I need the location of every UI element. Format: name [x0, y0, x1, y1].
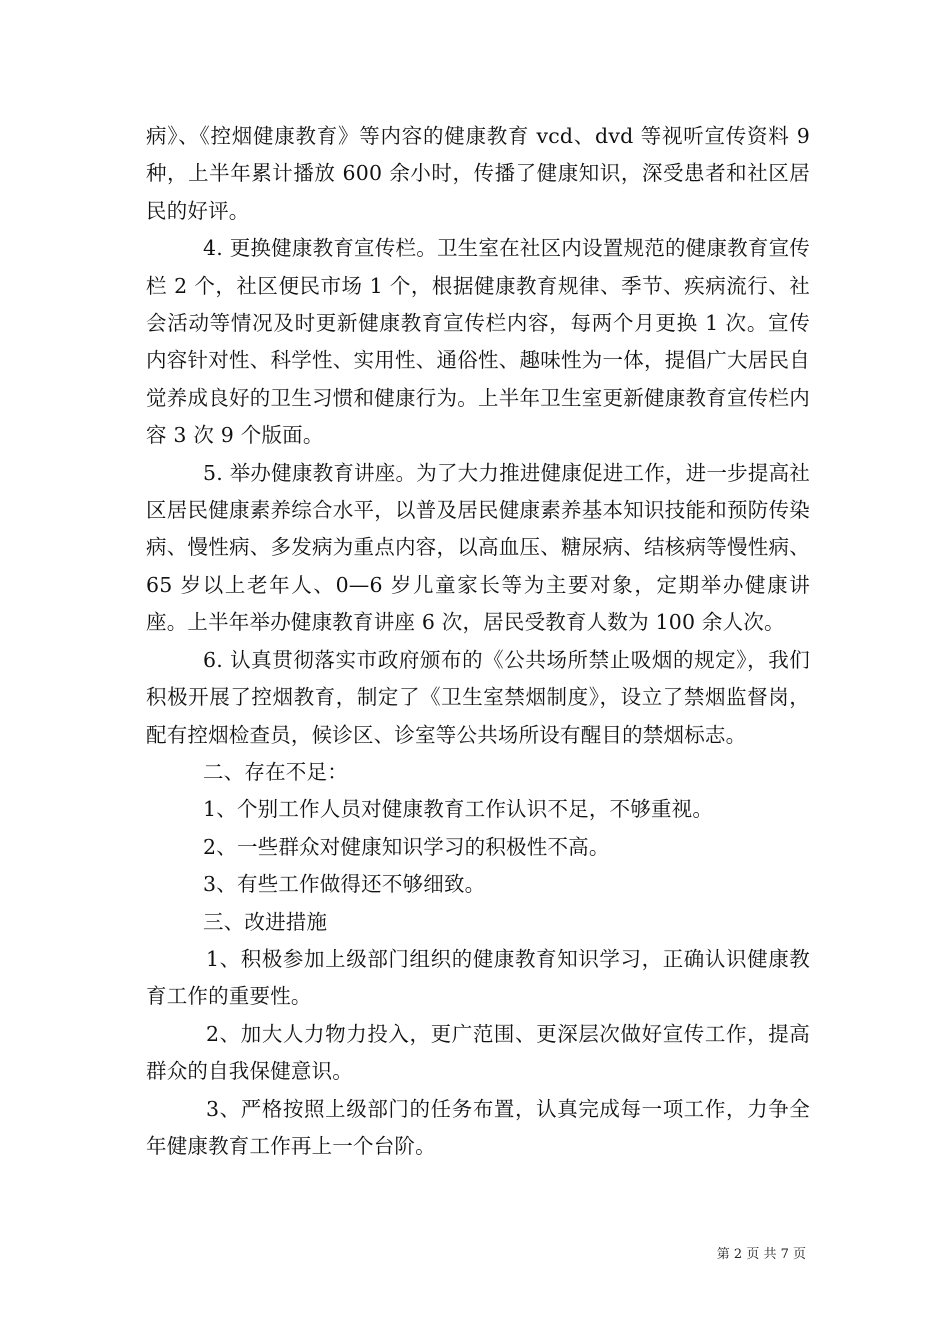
page-number-footer: 第 2 页 共 7 页	[716, 1247, 806, 1262]
section-heading-improvements: 三、改进措施	[203, 909, 328, 934]
shortcoming-item-3: 3、有些工作做得还不够细致。	[203, 872, 486, 897]
paragraph-item-4: 4. 更换健康教育宣传栏。卫生室在社区内设置规范的健康教育宣传栏 2 个，社区便民市场 1 个，根据健康教育规律、季节、疾病流行、社会活动等情况及时更新健康教育宣传栏内容，每两个月更换 1 次。宣传内容针对性、科学性、实用性、通俗性、趣味性为一体，提倡广大居民自觉养成良好的卫生习惯和健康行为。上半年卫生室更新健康教育宣传栏内容 3 次 9 个版面。	[146, 236, 810, 448]
improvement-item-1: 1、积极参加上级部门组织的健康教育知识学习，正确认识健康教育工作的重要性。	[146, 946, 810, 1009]
improvement-item-2: 2、加大人力物力投入，更广范围、更深层次做好宣传工作，提高群众的自我保健意识。	[146, 1021, 810, 1084]
paragraph-item-5: 5. 举办健康教育讲座。为了大力推进健康促进工作，进一步提高社区居民健康素养综合水平，以普及居民健康素养基本知识技能和预防传染病、慢性病、多发病为重点内容，以高血压、糖尿病、结核病等慢性病、65 岁以上老年人、0—6 岁儿童家长等为主要对象，定期举办健康讲座。上半年举办健康教育讲座 6 次，居民受教育人数为 100 余人次。	[146, 460, 810, 635]
section-heading-shortcomings: 二、存在不足：	[203, 759, 348, 784]
improvement-item-3: 3、严格按照上级部门的任务布置，认真完成每一项工作，力争全年健康教育工作再上一个台阶。	[146, 1096, 810, 1158]
shortcoming-item-1: 1、个别工作人员对健康教育工作认识不足，不够重视。	[203, 797, 714, 822]
shortcoming-item-2: 2、一些群众对健康知识学习的积极性不高。	[203, 834, 610, 859]
document-body	[146, 118, 810, 1165]
paragraph-continuation: 病》、《控烟健康教育》等内容的健康教育 vcd、dvd 等视听宣传资料 9 种，上半年累计播放 600 余小时，传播了健康知识，深受患者和社区居民的好评。	[146, 124, 810, 223]
paragraph-item-6: 6. 认真贯彻落实市政府颁布的《公共场所禁止吸烟的规定》，我们积极开展了控烟教育，制定了《卫生室禁烟制度》，设立了禁烟监督岗，配有控烟检查员，候诊区、诊室等公共场所设有醒目的禁烟标志。	[146, 647, 810, 747]
